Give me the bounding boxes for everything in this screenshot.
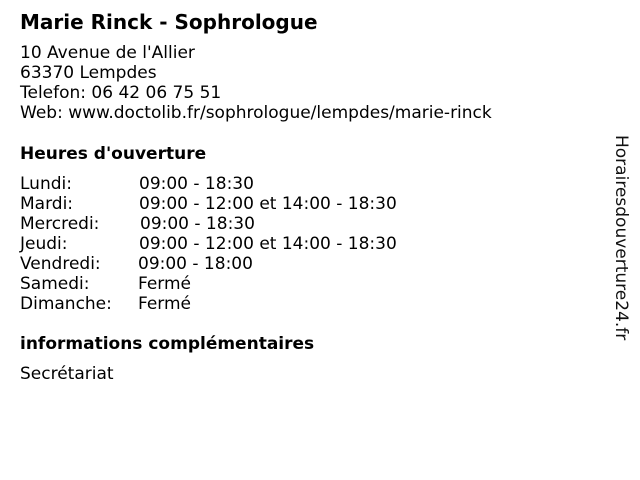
day-label: Dimanche: [20, 294, 112, 314]
hours-value: 09:00 - 12:00 et 14:00 - 18:30 [139, 194, 397, 214]
hours-value: 09:00 - 18:00 [138, 254, 253, 274]
day-label: Vendredi: [20, 254, 101, 274]
opening-hours-heading: Heures d'ouverture [20, 144, 207, 164]
address-city: 63370 Lempdes [20, 63, 157, 83]
day-label: Samedi: [20, 274, 90, 294]
day-label: Jeudi: [20, 234, 68, 254]
day-label: Lundi: [20, 174, 72, 194]
phone-line: Telefon: 06 42 06 75 51 [20, 83, 222, 103]
hours-value: Fermé [138, 274, 192, 294]
address-street: 10 Avenue de l'Allier [20, 43, 195, 63]
additional-info-heading: informations complémentaires [20, 334, 315, 354]
hours-value: 09:00 - 18:30 [140, 214, 255, 234]
day-label: Mardi: [20, 194, 74, 214]
additional-info-text: Secrétariat [20, 364, 114, 384]
business-title: Marie Rinck - Sophrologue [20, 10, 318, 34]
site-watermark: Horairesdouverture24.fr [611, 135, 631, 341]
website-line: Web: www.doctolib.fr/sophrologue/lempdes/marie-rinck [20, 103, 492, 123]
day-label: Mercredi: [20, 214, 100, 234]
hours-value: Fermé [138, 294, 192, 314]
hours-value: 09:00 - 12:00 et 14:00 - 18:30 [139, 234, 397, 254]
contact-block [20, 43, 492, 123]
hours-value: 09:00 - 18:30 [139, 174, 254, 194]
